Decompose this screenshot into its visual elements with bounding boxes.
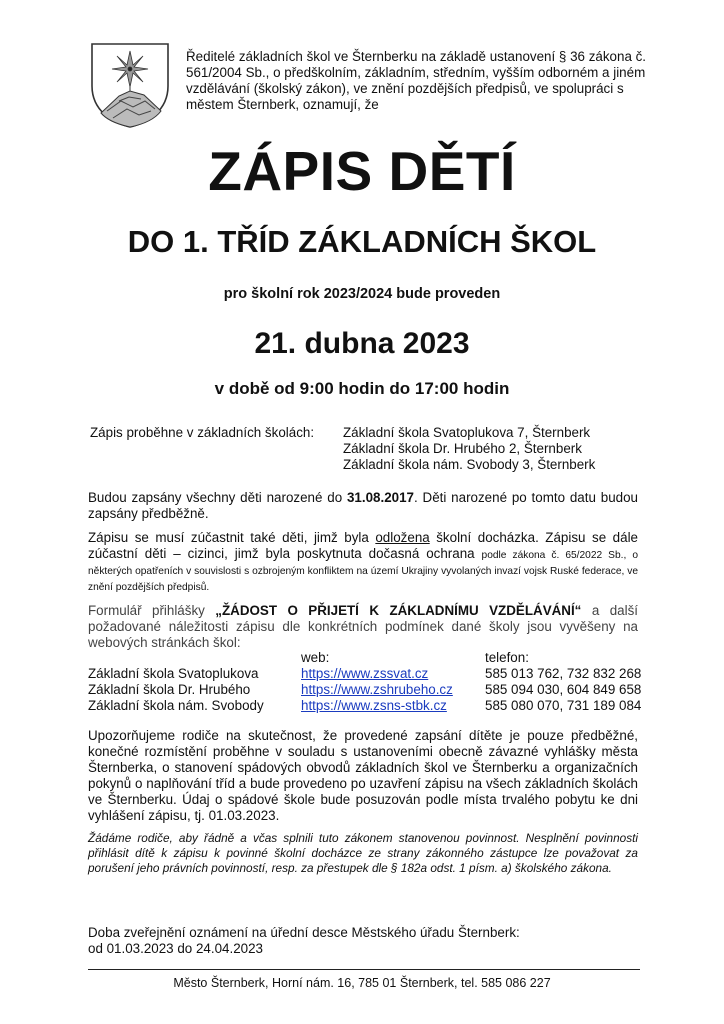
school-contacts-table bbox=[88, 650, 641, 714]
table-row: Základní škola Dr. Hrubého https://www.zshrubeho.cz 585 094 030, 604 849 658 bbox=[88, 682, 642, 697]
table-row: Základní škola nám. Svobody https://www.zsns-stbk.cz 585 080 070, 731 189 084 bbox=[88, 698, 642, 713]
schools-label: Zápis proběhne v základních školách: bbox=[90, 425, 315, 440]
table-header-row bbox=[88, 650, 641, 666]
school-item: Základní škola nám. Svobody 3, Šternberk bbox=[343, 457, 596, 472]
paragraph-birthdate: Budou zapsány všechny děti narozené do 31.08.2017. Děti narozené po tomto datu budou zapsány předběžně. bbox=[88, 490, 638, 521]
school-web-link[interactable]: https://www.zshrubeho.cz bbox=[301, 682, 453, 697]
paragraph-form: Formulář přihlášky „ŽÁDOST O PŘIJETÍ K ZÁKLADNÍMU VZDĚLÁVÁNÍ“ a další požadované náležitosti zápisu dle konkrétních podmínek dané školy jsou vyvěšeny na webových stránkách škol: bbox=[88, 603, 638, 650]
school-item: Základní škola Dr. Hrubého 2, Šternberk bbox=[343, 441, 582, 456]
footer-divider bbox=[88, 969, 640, 970]
cutoff-date: 31.08.2017 bbox=[346, 490, 414, 505]
school-web-link[interactable]: https://www.zsns-stbk.cz bbox=[301, 698, 447, 713]
school-year: pro školní rok 2023/2024 bude proveden bbox=[223, 286, 501, 302]
paragraph-notice: Upozorňujeme rodiče na skutečnost, že provedené zapsání dítěte je pouze předběžné, konečné rozmístění proběhne v souladu s ustanoveními obecně závazné vyhlášky města Šternberka, o stanovení spádových obvodů základních škol ve Šternberku a organizačních pokynů o naplňování tříd a bude provedeno po uzavření zápisu na všech základních školách ve Šternberku. Údaj o spádové škole bude posuzován podle místa trvalého pobytu ke dni vyhlášení zápisu, tj. 01.03.2023. bbox=[88, 728, 638, 823]
school-item: Základní škola Svatoplukova 7, Šternberk bbox=[343, 425, 591, 440]
page-title: ZÁPIS DĚTÍ bbox=[208, 140, 516, 202]
form-name: „ŽÁDOST O PŘIJETÍ K ZÁKLADNÍMU VZDĚLÁVÁNÍ“ bbox=[215, 603, 582, 618]
intro-text: Ředitelé základních škol ve Šternberku na základě ustanovení § 36 zákona č. 561/2004 Sb., o předškolním, základním, středním, vyšším odborném a jiném vzdělávání (školský zákon), ve znění pozdějších předpisů, ve spolupráci s městem Šternberk, oznamují, že bbox=[186, 49, 647, 112]
table-row: Základní škola Svatoplukova https://www.zssvat.cz 585 013 762, 732 832 268 bbox=[88, 666, 642, 681]
enrollment-date: 21. dubna 2023 bbox=[254, 327, 470, 360]
enrollment-time: v době od 9:00 hodin do 17:00 hodin bbox=[214, 379, 510, 398]
schools-list bbox=[343, 425, 595, 473]
web-header: web: bbox=[301, 650, 330, 665]
school-web-link[interactable]: https://www.zssvat.cz bbox=[301, 666, 429, 681]
phone-header: telefon: bbox=[485, 650, 529, 665]
publication-period: Doba zveřejnění oznámení na úřední desce Městského úřadu Šternberk: od 01.03.2023 do 24.04.2023 bbox=[88, 925, 520, 956]
paragraph-deferred: Zápisu se musí zúčastnit také děti, jimž byla odložena školní docházka. Zápisu se dále zúčastní děti – cizinci, jimž byla poskytnuta dočasná ochrana podle zákona č. 65/2022 Sb., o některých opatřeních v souvislosti s ozbrojeným konfliktem na území Ukrajiny vyvolaných invazí vojsk Ruské federace, ve znění pozdějších předpisů. bbox=[88, 530, 639, 593]
footer-address: Město Šternberk, Horní nám. 16, 785 01 Šternberk, tel. 585 086 227 bbox=[173, 976, 551, 990]
coat-of-arms-logo bbox=[89, 41, 171, 129]
page-subtitle: DO 1. TŘÍD ZÁKLADNÍCH ŠKOL bbox=[127, 224, 597, 259]
paragraph-obligation: Žádáme rodiče, aby řádně a včas splnili tuto zákonem stanovenou povinnost. Nesplnění povinnosti přihlásit dítě k zápisu k povinné školní docházce ze strany zákonného zástupce lze považovat za porušení jeho právních povinností, resp. za přestupek dle § 182a odst. 1 písm. a) školského zákona. bbox=[88, 831, 638, 875]
